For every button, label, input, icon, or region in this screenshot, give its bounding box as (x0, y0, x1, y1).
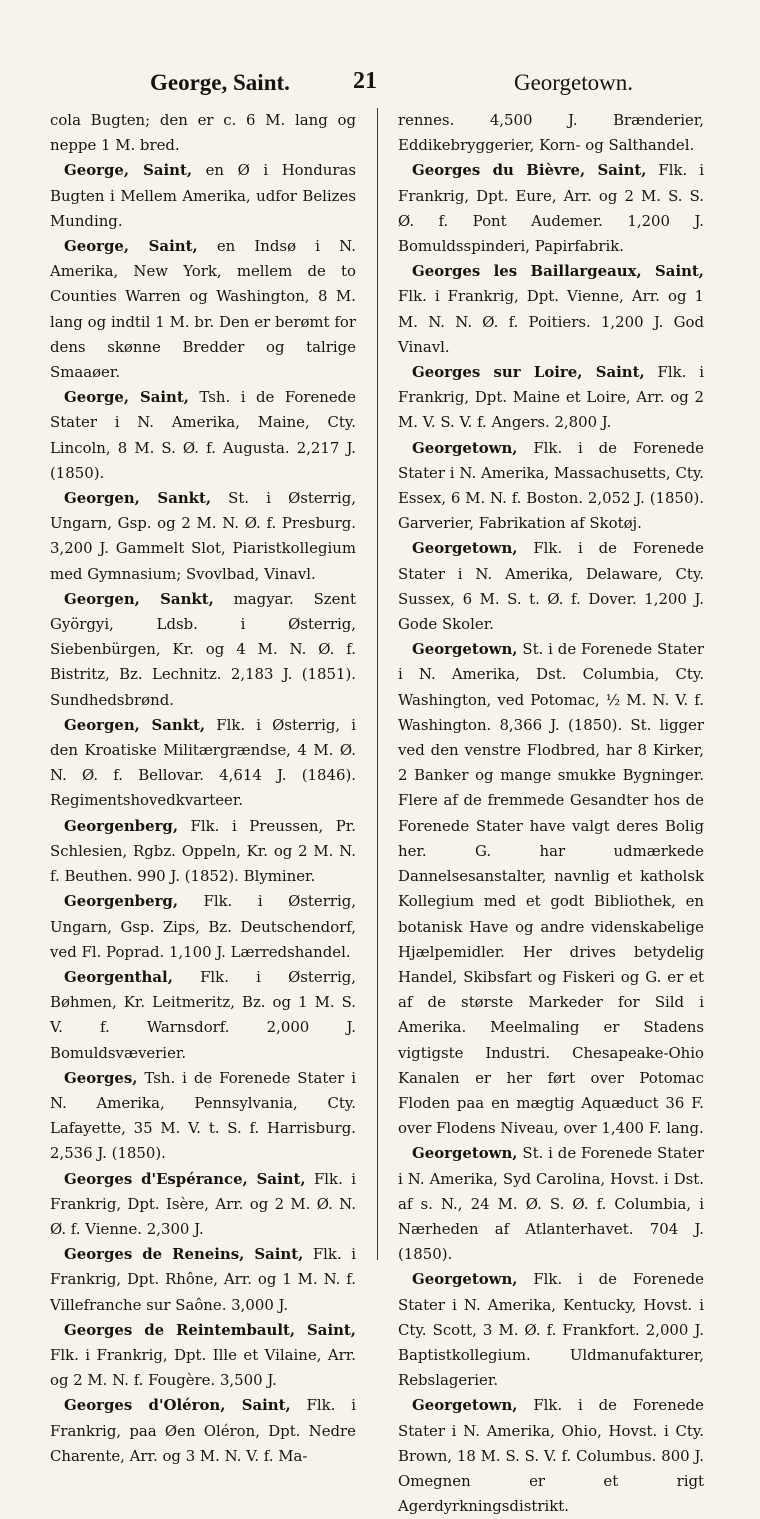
entry-text: Flk. i Frankrig, paa Øen Oléron, Dpt. Nedre Charente, Arr. og 3 M. N. V. f. Ma- (50, 1396, 356, 1465)
entry-headword: Georgetown, (412, 1270, 518, 1289)
running-head-right: Georgetown. (513, 70, 633, 95)
dictionary-entry (50, 234, 356, 385)
entry-text: Flk. i de Forenede Stater i N. Amerika, Delaware, Cty. Sussex, 6 M. S. t. Ø. f. Dover. 1,200 J. Gode Skoler. (398, 539, 704, 634)
entry-text: Flk. i Østerrig, i den Kroatiske Militærgrændse, 4 M. Ø. N. Ø. f. Bellovar. 4,614 J. (1846). Regimentshovedkvarteer. (50, 715, 357, 810)
dictionary-entry (50, 486, 356, 587)
dictionary-entry (398, 158, 704, 259)
entry-headword: Georgen, Sankt, (64, 489, 212, 508)
dictionary-entry (398, 1393, 704, 1519)
dictionary-entry (50, 158, 356, 234)
entry-text: Flk. i de Forenede Stater i N. Amerika, Massachusetts, Cty. Essex, 6 M. N. f. Boston. 2,052 J. (1850). Garverier, Fabrikation af Skotøj. (398, 438, 704, 533)
dictionary-entry (398, 436, 704, 537)
dictionary-entry (50, 814, 356, 890)
dictionary-entry (50, 1318, 356, 1394)
entry-text: Flk. i de Forenede Stater i N. Amerika, Ohio, Hovst. i Cty. Brown, 18 M. S. S. V. f. Columbus. 800 J. Omegnen er et rigt Agerdyrkningsdistrikt. (398, 1396, 704, 1516)
dictionary-entry (398, 1141, 704, 1267)
running-head-left: George, Saint. (150, 70, 290, 95)
entry-headword: George, Saint, (64, 388, 189, 407)
entry-headword: Georges de Reneins, Saint, (64, 1245, 304, 1264)
entry-headword: Georges, (64, 1068, 138, 1087)
entry-headword: Georgetown, (412, 539, 518, 558)
dictionary-entry (50, 587, 356, 713)
entry-headword: George, Saint, (64, 237, 198, 256)
entry-text: Flk. i Frankrig, Dpt. Vienne, Arr. og 1 M. N. N. Ø. f. Poitiers. 1,200 J. God Vinavl. (398, 287, 704, 356)
entry-headword: Georgen, Sankt, (64, 715, 206, 734)
dictionary-entry (398, 1267, 704, 1393)
entry-headword: Georges sur Loire, Saint, (412, 363, 645, 382)
page-number: 21 (353, 68, 377, 94)
entry-headword: Georgenberg, (64, 816, 179, 835)
entry-text: en Indsø i N. Amerika, New York, mellem de to Counties Warren og Washington, 8 M. lang og indtil 1 M. br. Den er berømt for dens skønne Bredder og talrige Smaaøer. (50, 237, 356, 382)
column-divider (377, 108, 378, 1260)
entry-text: cola Bugten; den er c. 6 M. lang og neppe 1 M. bred. (50, 111, 356, 155)
dictionary-entry (398, 536, 704, 637)
entry-headword: Georgetown, (412, 1396, 518, 1415)
entry-text: St. i Østerrig, Ungarn, Gsp. og 2 M. N. Ø. f. Presburg. 3,200 J. Gammelt Slot, Piaristkollegium med Gymnasium; Svovlbad, Vinavl. (50, 489, 356, 583)
dictionary-entry (50, 108, 356, 158)
entry-headword: Georgetown, (412, 640, 518, 659)
dictionary-entry (50, 889, 356, 965)
entry-headword: Georges du Bièvre, Saint, (412, 161, 647, 180)
entry-text: Flk. i Frankrig, Dpt. Maine et Loire, Arr. og 2 M. V. S. V. f. Angers. 2,800 J. (398, 363, 704, 432)
entry-text: Flk. i Preussen, Pr. Schlesien, Rgbz. Oppeln, Kr. og 2 M. N. f. Beuthen. 990 J. (1852). Blyminer. (50, 816, 356, 886)
entry-text: Flk. i Frankrig, Dpt. Ille et Vilaine, Arr. og 2 M. N. f. Fougère. 3,500 J. (50, 1345, 356, 1390)
dictionary-entry (398, 360, 704, 436)
page-header (50, 64, 715, 104)
entry-text: Flk. i Østerrig, Bøhmen, Kr. Leitmeritz, Bz. og 1 M. S. V. f. Warnsdorf. 2,000 J. Bomuldsvæverier. (50, 967, 356, 1062)
entry-text: Tsh. i de Forenede Stater i N. Amerika, Maine, Cty. Lincoln, 8 M. S. Ø. f. Augusta. 2,217 J. (1850). (50, 388, 356, 482)
entry-text: rennes. 4,500 J. Brænderier, Eddikebryggerier, Korn- og Salthandel. (398, 111, 704, 155)
entry-text: Flk. i de Forenede Stater i N. Amerika, Kentucky, Hovst. i Cty. Scott, 3 M. Ø. f. Frankfort. 2,000 J. Baptistkollegium. Uldmanufakturer, Rebslagerier. (398, 1270, 704, 1390)
dictionary-entry (50, 385, 356, 486)
dictionary-entry (50, 1242, 356, 1318)
entry-headword: Georgen, Sankt, (64, 589, 214, 608)
entry-headword: Georgenberg, (64, 892, 179, 911)
dictionary-entry (398, 108, 704, 158)
dictionary-entry (398, 259, 704, 360)
dictionary-entry (50, 1167, 356, 1243)
entry-headword: Georgenthal, (64, 967, 173, 986)
entry-headword: Georges les Baillargeaux, Saint, (412, 262, 704, 281)
dictionary-entry (50, 713, 356, 814)
entry-headword: Georges de Reintembault, Saint, (64, 1320, 356, 1339)
entry-headword: Georges d'Oléron, Saint, (64, 1396, 291, 1415)
left-column (50, 108, 357, 1465)
dictionary-entry (50, 965, 356, 1066)
entry-text: Tsh. i de Forenede Stater i N. Amerika, Pennsylvania, Cty. Lafayette, 35 M. V. t. S. f. Harrisburg. 2,536 J. (1850). (50, 1068, 356, 1163)
entry-text: St. i de Forenede Stater i N. Amerika, Syd Carolina, Hovst. i Dst. af s. N., 24 M. Ø. S. Ø. f. Columbia, i Nærheden af Atlanterhavet. 704 J. (1850). (398, 1144, 704, 1264)
entry-text: Flk. i Østerrig, Ungarn, Gsp. Zips, Bz. Deutschendorf, ved Fl. Poprad. 1,100 J. Lærredshandel. (50, 892, 356, 961)
entry-text: Flk. i Frankrig, Dpt. Eure, Arr. og 2 M. S. S. Ø. f. Pont Audemer. 1,200 J. Bomuldsspinderi, Papirfabrik. (398, 161, 704, 256)
entry-text: en Ø i Honduras Bugten i Mellem Amerika, udfor Belizes Munding. (50, 161, 356, 230)
dictionary-entry (398, 637, 704, 1141)
entry-headword: George, Saint, (64, 161, 193, 180)
entry-headword: Georgetown, (412, 438, 518, 457)
entry-headword: Georgetown, (412, 1144, 518, 1163)
dictionary-entry (50, 1066, 356, 1167)
entry-text: St. i de Forenede Stater i N. Amerika, Dst. Columbia, Cty. Washington, ved Potomac, ½ M. N. V. f. Washington. 8,366 J. (1850). St. ligger ved den venstre Flodbred, har 8 Kirker, 2 Banker og mange smukke Bygninger. Flere af de fremmede Gesandter hos de Forenede Stater have valgt deres Bolig her. G. har udmærkede Dannelsesanstalter, navnlig et katholsk Kollegium med et godt Bibliothek, en botanisk Have og andre videnskabelige Hjælpemidler. Her drives betydelig Handel, Skibsfart og Fiskeri og G. er et af de største Markeder for Sild i Amerika. Meelmaling er Stadens vigtigste Industri. Chesapeake-Ohio Kanalen er her ført over Potomac Floden paa en mægtig Aquæduct 36 F. over Flodens Niveau, over 1,400 F. lang. (398, 640, 704, 1138)
entry-headword: Georges d'Espérance, Saint, (64, 1169, 306, 1188)
entry-text: Flk. i Frankrig, Dpt. Isère, Arr. og 2 M. Ø. N. Ø. f. Vienne. 2,300 J. (50, 1169, 356, 1238)
right-column (398, 108, 704, 1516)
dictionary-entry (50, 1393, 356, 1469)
entry-text: magyar. Szent Györgyi, Ldsb. i Østerrig, Siebenbürgen, Kr. og 4 M. N. Ø. f. Bistritz, Bz. Lechnitz. 2,183 J. (1851). Sundhedsbrønd. (50, 589, 357, 709)
entry-text: Flk. i Frankrig, Dpt. Rhône, Arr. og 1 M. N. f. Villefranche sur Saône. 3,000 J. (50, 1245, 356, 1314)
